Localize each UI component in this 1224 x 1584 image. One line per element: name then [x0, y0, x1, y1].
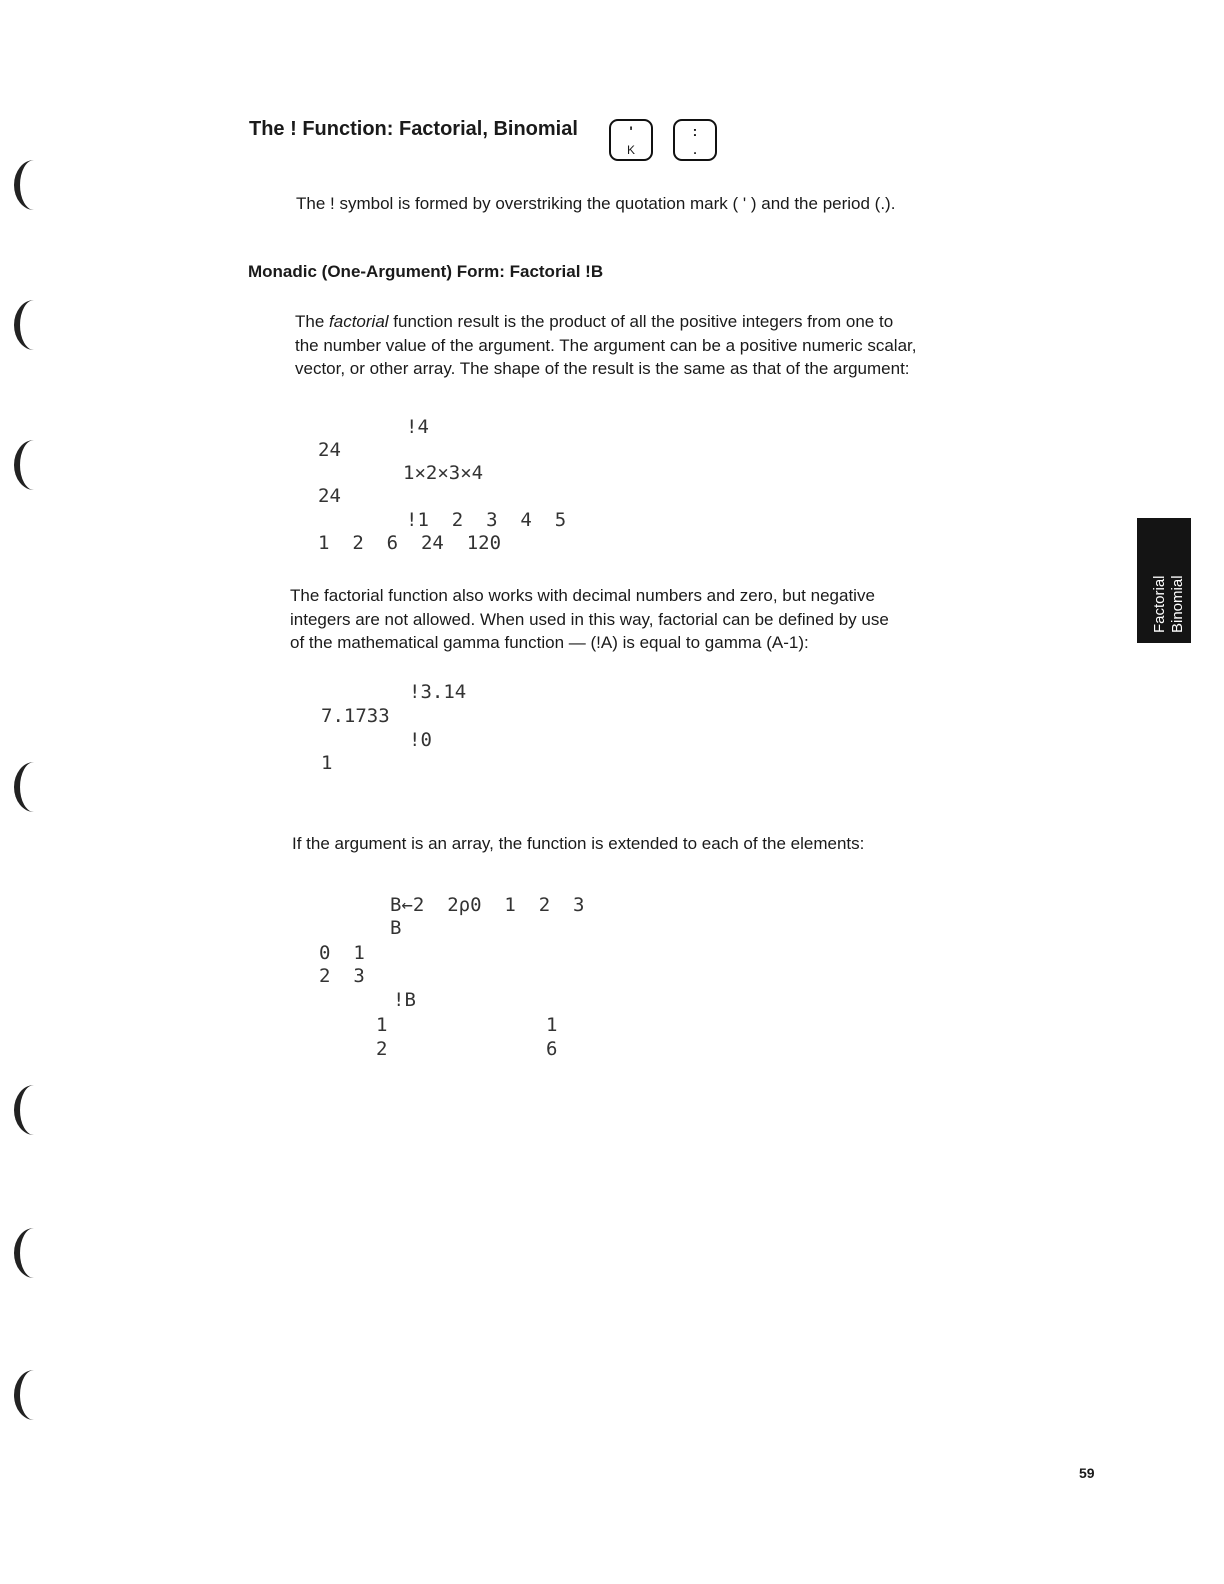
- code-output: 1: [321, 752, 333, 774]
- monadic-heading: Monadic (One-Argument) Form: Factorial !B: [248, 262, 604, 281]
- code-line: 1×2×3×4: [403, 462, 484, 484]
- colon-key-icon: : .: [673, 119, 717, 161]
- code-output: 1 2 6 24 120: [318, 532, 502, 554]
- quote-key-icon: ' K: [609, 119, 653, 161]
- binder-hole: [14, 1228, 54, 1278]
- paragraph-line: The factorial function also works with decimal numbers and zero, but negative: [290, 586, 875, 605]
- code-output: 7.1733: [321, 705, 390, 727]
- code-output: 24: [318, 439, 341, 461]
- intro-text: The ! symbol is formed by overstriking the quotation mark ( ' ) and the period (.).: [296, 194, 896, 213]
- binder-hole: [14, 1085, 54, 1135]
- result-cell: 2: [376, 1038, 388, 1060]
- code-line: !1 2 3 4 5: [406, 509, 567, 531]
- section-tab: [1137, 518, 1191, 643]
- code-line: B: [390, 917, 402, 939]
- binder-hole: [14, 160, 54, 210]
- code-line: B←2 2⍴0 1 2 3: [390, 894, 585, 916]
- binder-hole: [14, 1370, 54, 1420]
- code-line: !3.14: [409, 681, 467, 703]
- binder-hole: [14, 762, 54, 812]
- result-cell: 1: [546, 1014, 558, 1036]
- code-line: !B: [393, 989, 416, 1011]
- paragraph-line: integers are not allowed. When used in this way, factorial can be defined by use: [290, 609, 889, 629]
- array-paragraph: If the argument is an array, the function is extended to each of the elements:: [292, 834, 865, 853]
- paragraph-line: The factorial function result is the product of all the positive integers from one to: [295, 312, 894, 331]
- paragraph-line: of the mathematical gamma function — (!A) is equal to gamma (A-1):: [290, 633, 809, 652]
- paragraph-line: vector, or other array. The shape of the result is the same as that of the argument:: [295, 359, 910, 378]
- matrix-row: 2 3: [319, 965, 365, 987]
- binder-hole: [14, 300, 54, 350]
- decimal-paragraph: [290, 584, 889, 655]
- code-line: !0: [409, 729, 432, 751]
- emphasis-term: factorial: [329, 312, 389, 331]
- code-line: !4: [406, 416, 429, 438]
- tab-label: Factorial: [1151, 575, 1168, 633]
- page-number: 59: [1079, 1465, 1095, 1481]
- result-cell: 6: [546, 1038, 558, 1060]
- paragraph-line: the number value of the argument. The argument can be a positive numeric scalar,: [295, 335, 917, 355]
- code-output: 24: [318, 485, 341, 507]
- matrix-row: 0 1: [319, 942, 365, 964]
- monadic-paragraph: [295, 310, 916, 381]
- result-cell: 1: [376, 1014, 388, 1036]
- page-title: The ! Function: Factorial, Binomial: [249, 118, 578, 140]
- binder-hole: [14, 440, 54, 490]
- tab-label: Binomial: [1169, 575, 1186, 633]
